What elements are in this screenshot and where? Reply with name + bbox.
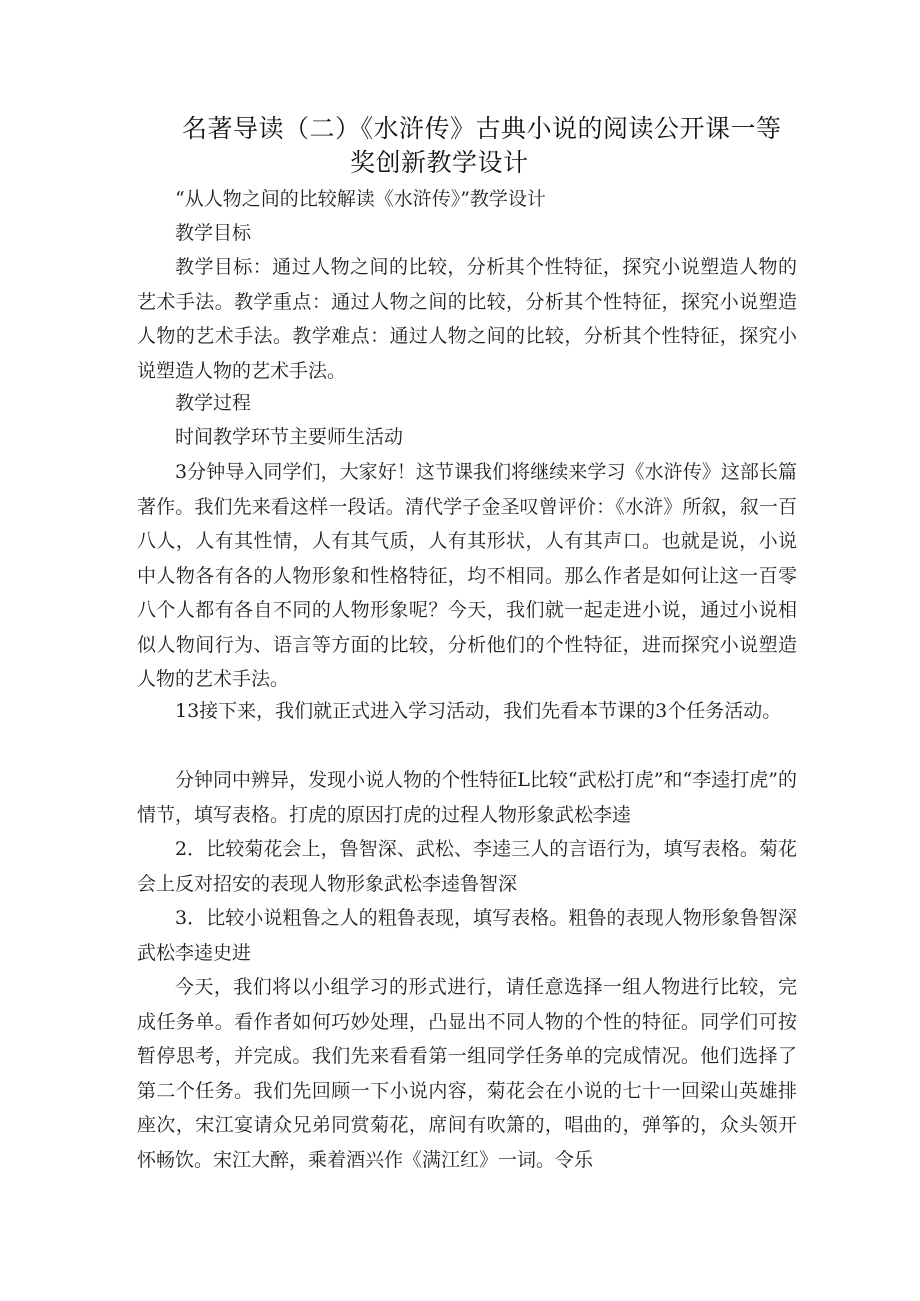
document-title-line-1: 名著导读（二）《水浒传》古典小说的阅读公开课一等 bbox=[182, 114, 782, 143]
paragraph-task-1: 分钟同中辨异，发现小说人物的个性特征L比较“武松打虎”和“李逵打虎”的情节，填写表格。打虎的原因打虎的过程人物形象武松李逵 bbox=[137, 769, 797, 826]
paragraph-introduction: 3分钟导入同学们，大家好！这节课我们将继续来学习《水浒传》这部长篇著作。我们先来看这样一段话。清代学子金圣叹曾评价：《水浒》所叙，叙一百八人，人有其性情，人有其气质，人有其形状，人有其声口。也就是说，小说中人物各有各的人物形象和性格特征，均不相同。那么作者是如何让这一百零八个人都有各自不同的人物形象呢？今天，我们就一起走进小说，通过小说相似人物间行为、语言等方面的比较，分析他们的个性特征，进而探究小说塑造人物的艺术手法。 bbox=[137, 461, 797, 690]
paragraph-group-study: 今天，我们将以小组学习的形式进行，请任意选择一组人物进行比较，完成任务单。看作者如何巧妙处理，凸显出不同人物的个性的特征。同学们可按暂停思考，并完成。我们先来看看第一组同学任务单的完成情况。他们选择了第二个任务。我们先回顾一下小说内容，菊花会在小说的七十一回梁山英雄排座次，宋江宴请众兄弟同赏菊花，席间有吹箫的，唱曲的，弹筝的，众头领开怀畅饮。宋江大醉，乘着酒兴作《满江红》一词。令乐 bbox=[137, 976, 797, 1171]
paragraph-teaching-goals: 教学目标：通过人物之间的比较，分析其个性特征，探究小说塑造人物的艺术手法。教学重点：通过人物之间的比较，分析其个性特征，探究小说塑造人物的艺术手法。教学难点：通过人物之间的比较，分析其个性特征，探究小说塑造人物的艺术手法。 bbox=[137, 256, 797, 382]
paragraph-next-activities: 13接下来，我们就正式进入学习活动，我们先看本节课的3个任务活动。 bbox=[175, 700, 782, 722]
paragraph-task-2: 2．比较菊花会上，鲁智深、武松、李逵三人的言语行为，填写表格。菊花会上反对招安的表现人物形象武松李逵鲁智深 bbox=[137, 838, 797, 895]
document-subtitle: “从人物之间的比较解读《水浒传》”教学设计 bbox=[175, 188, 546, 210]
paragraph-task-3: 3．比较小说粗鲁之人的粗鲁表现，填写表格。粗鲁的表现人物形象鲁智深武松李逵史进 bbox=[137, 907, 797, 964]
document-title-line-2: 奖创新教学设计 bbox=[350, 148, 529, 177]
heading-teaching-process: 教学过程 bbox=[175, 392, 252, 414]
heading-teaching-goals: 教学目标 bbox=[175, 222, 252, 244]
table-header-text: 时间教学环节主要师生活动 bbox=[175, 426, 404, 448]
